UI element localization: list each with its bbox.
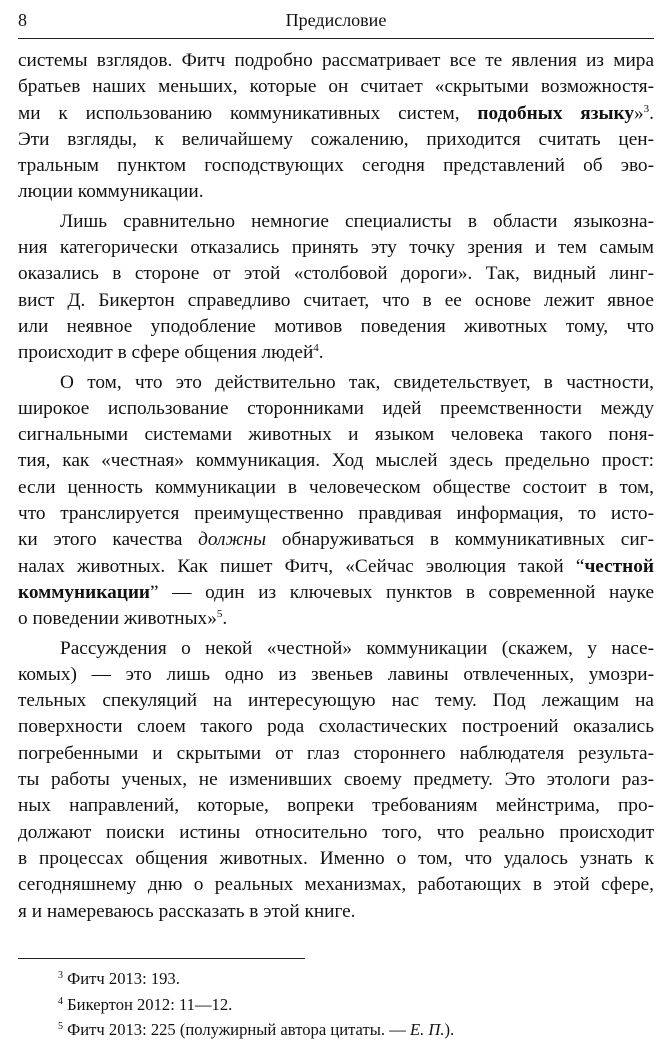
- text-line: должают поиски истины относительно того, что реально происходит: [18, 821, 654, 843]
- text-line: люции коммуникации.: [18, 181, 204, 203]
- footnote-end: ).: [444, 1020, 455, 1039]
- text-line: тия, как «честная» коммуникация. Ход мыслей здесь предельно прост:: [18, 450, 654, 472]
- text-line: о поведении животных»$^5$.: [18, 608, 228, 630]
- footnote-text: Фитч 2013: 193.: [67, 969, 180, 988]
- page-number: 8: [18, 10, 27, 30]
- text-line: Лишь сравнительно немногие специалисты в области языкозна-: [60, 210, 654, 232]
- text-line: ми к использованию коммуникативных систем, подобных языку»$^3$.: [18, 102, 654, 124]
- text-line: ния категорически отказались принять эту точку зрения и тем самым: [18, 237, 654, 259]
- text-line: в процессах общения животных. Именно о том, что удалось узнать к: [18, 847, 654, 869]
- italic-word: должны: [198, 529, 267, 551]
- text-line: Эти взгляды, к величайшему сожалению, приходится считать цен-: [18, 128, 654, 150]
- footnote-5: [58, 1017, 654, 1043]
- text-line: системы взглядов. Фитч подробно рассматривает все те явления из мира: [18, 50, 654, 71]
- text-line: сигнальными системами животных и языком человека такого поня-: [18, 424, 654, 446]
- text-line: налах животных. Как пишет Фитч, «Сейчас эволюция такой “честной: [18, 555, 654, 577]
- text-line: поверхности слоем такого рода схоластических построений оказались: [18, 716, 654, 738]
- body-text: [18, 48, 654, 925]
- text-line: ки этого качества должны обнаруживаться в коммуникативных сиг-: [18, 529, 655, 551]
- paragraph-1: [18, 48, 654, 206]
- footnote-number: 5: [58, 1021, 63, 1032]
- header-rule: [18, 38, 654, 39]
- paragraph-2: [18, 209, 654, 367]
- bold-phrase: честной: [584, 555, 654, 577]
- text-line: что транслируется преимущественно правдивая информация, то исто-: [18, 503, 654, 525]
- running-title: Предисловие: [285, 10, 387, 30]
- footnote-text: Бикертон 2012: 11—12.: [67, 994, 233, 1014]
- text-line: сегодняшнему дню о реальных механизмах, работающих в этой сфере,: [18, 874, 654, 896]
- text-line: я и намереваюсь рассказать в этой книге.: [18, 900, 356, 922]
- bold-phrase: коммуникации: [18, 581, 151, 603]
- footnote-text: Фитч 2013: 225 (полужирный автора цитаты. —: [67, 1020, 410, 1039]
- text-line: или неявное уподобление мотивов поведения животных тому, что: [18, 315, 654, 337]
- text-line: тральным пунктом господствующих сегодня представлений об эво-: [18, 155, 654, 177]
- footnote-4: [58, 992, 654, 1018]
- paragraph-3: [18, 370, 654, 633]
- footnote-rule: [18, 958, 305, 959]
- page-header: [18, 8, 654, 32]
- text-line: если ценность коммуникации в человеческом обществе состоит в том,: [18, 476, 654, 498]
- text-line: вист Д. Бикертон справедливо считает, что в ее основе лежит явное: [18, 289, 654, 311]
- footnote-italic: Е. П.: [409, 1020, 445, 1039]
- footnote-3: [58, 966, 654, 992]
- footnote-number: 4: [58, 995, 63, 1007]
- text-line: погребенными и скрытыми от глаз стороннего наблюдателя результа-: [18, 742, 654, 764]
- footnote-ref[interactable]: 3: [643, 102, 650, 115]
- footnote-ref[interactable]: 4: [313, 342, 319, 355]
- text-line: Рассуждения о некой «честной» коммуникации (скажем, у насе-: [60, 637, 654, 659]
- text-line: ты работы ученых, не изменивших своему предмету. Это этологи раз-: [18, 769, 654, 791]
- text-line: широкое использование сторонниками идей преемственности между: [18, 397, 654, 419]
- paragraph-4: [18, 636, 654, 925]
- footnote-ref[interactable]: 5: [216, 608, 223, 621]
- footnote-number: 3: [58, 970, 63, 981]
- footnotes: [58, 966, 654, 1043]
- text-line: комых) — это лишь одно из звеньев лавины отвлеченных, умозри-: [18, 663, 654, 685]
- text-line: коммуникации” — один из ключевых пунктов в современной науке: [18, 581, 654, 603]
- text-line: О том, что это действительно так, свидетельствует, в частности,: [60, 371, 654, 393]
- text-line: ных направлений, которые, вопреки требованиям мейнстрима, про-: [18, 795, 654, 817]
- bold-phrase: подобных языку: [477, 102, 635, 124]
- text-line: оказались в стороне от этой «столбовой дороги». Так, видный линг-: [18, 263, 654, 285]
- text-line: происходит в сфере общения людей$^4$.: [18, 342, 324, 364]
- text-line: братьев наших меньших, которые он считает «скрытыми возможностя-: [18, 76, 654, 98]
- text-line: тельных спекуляций на интересующую нас тему. Под лежащим на: [18, 690, 654, 712]
